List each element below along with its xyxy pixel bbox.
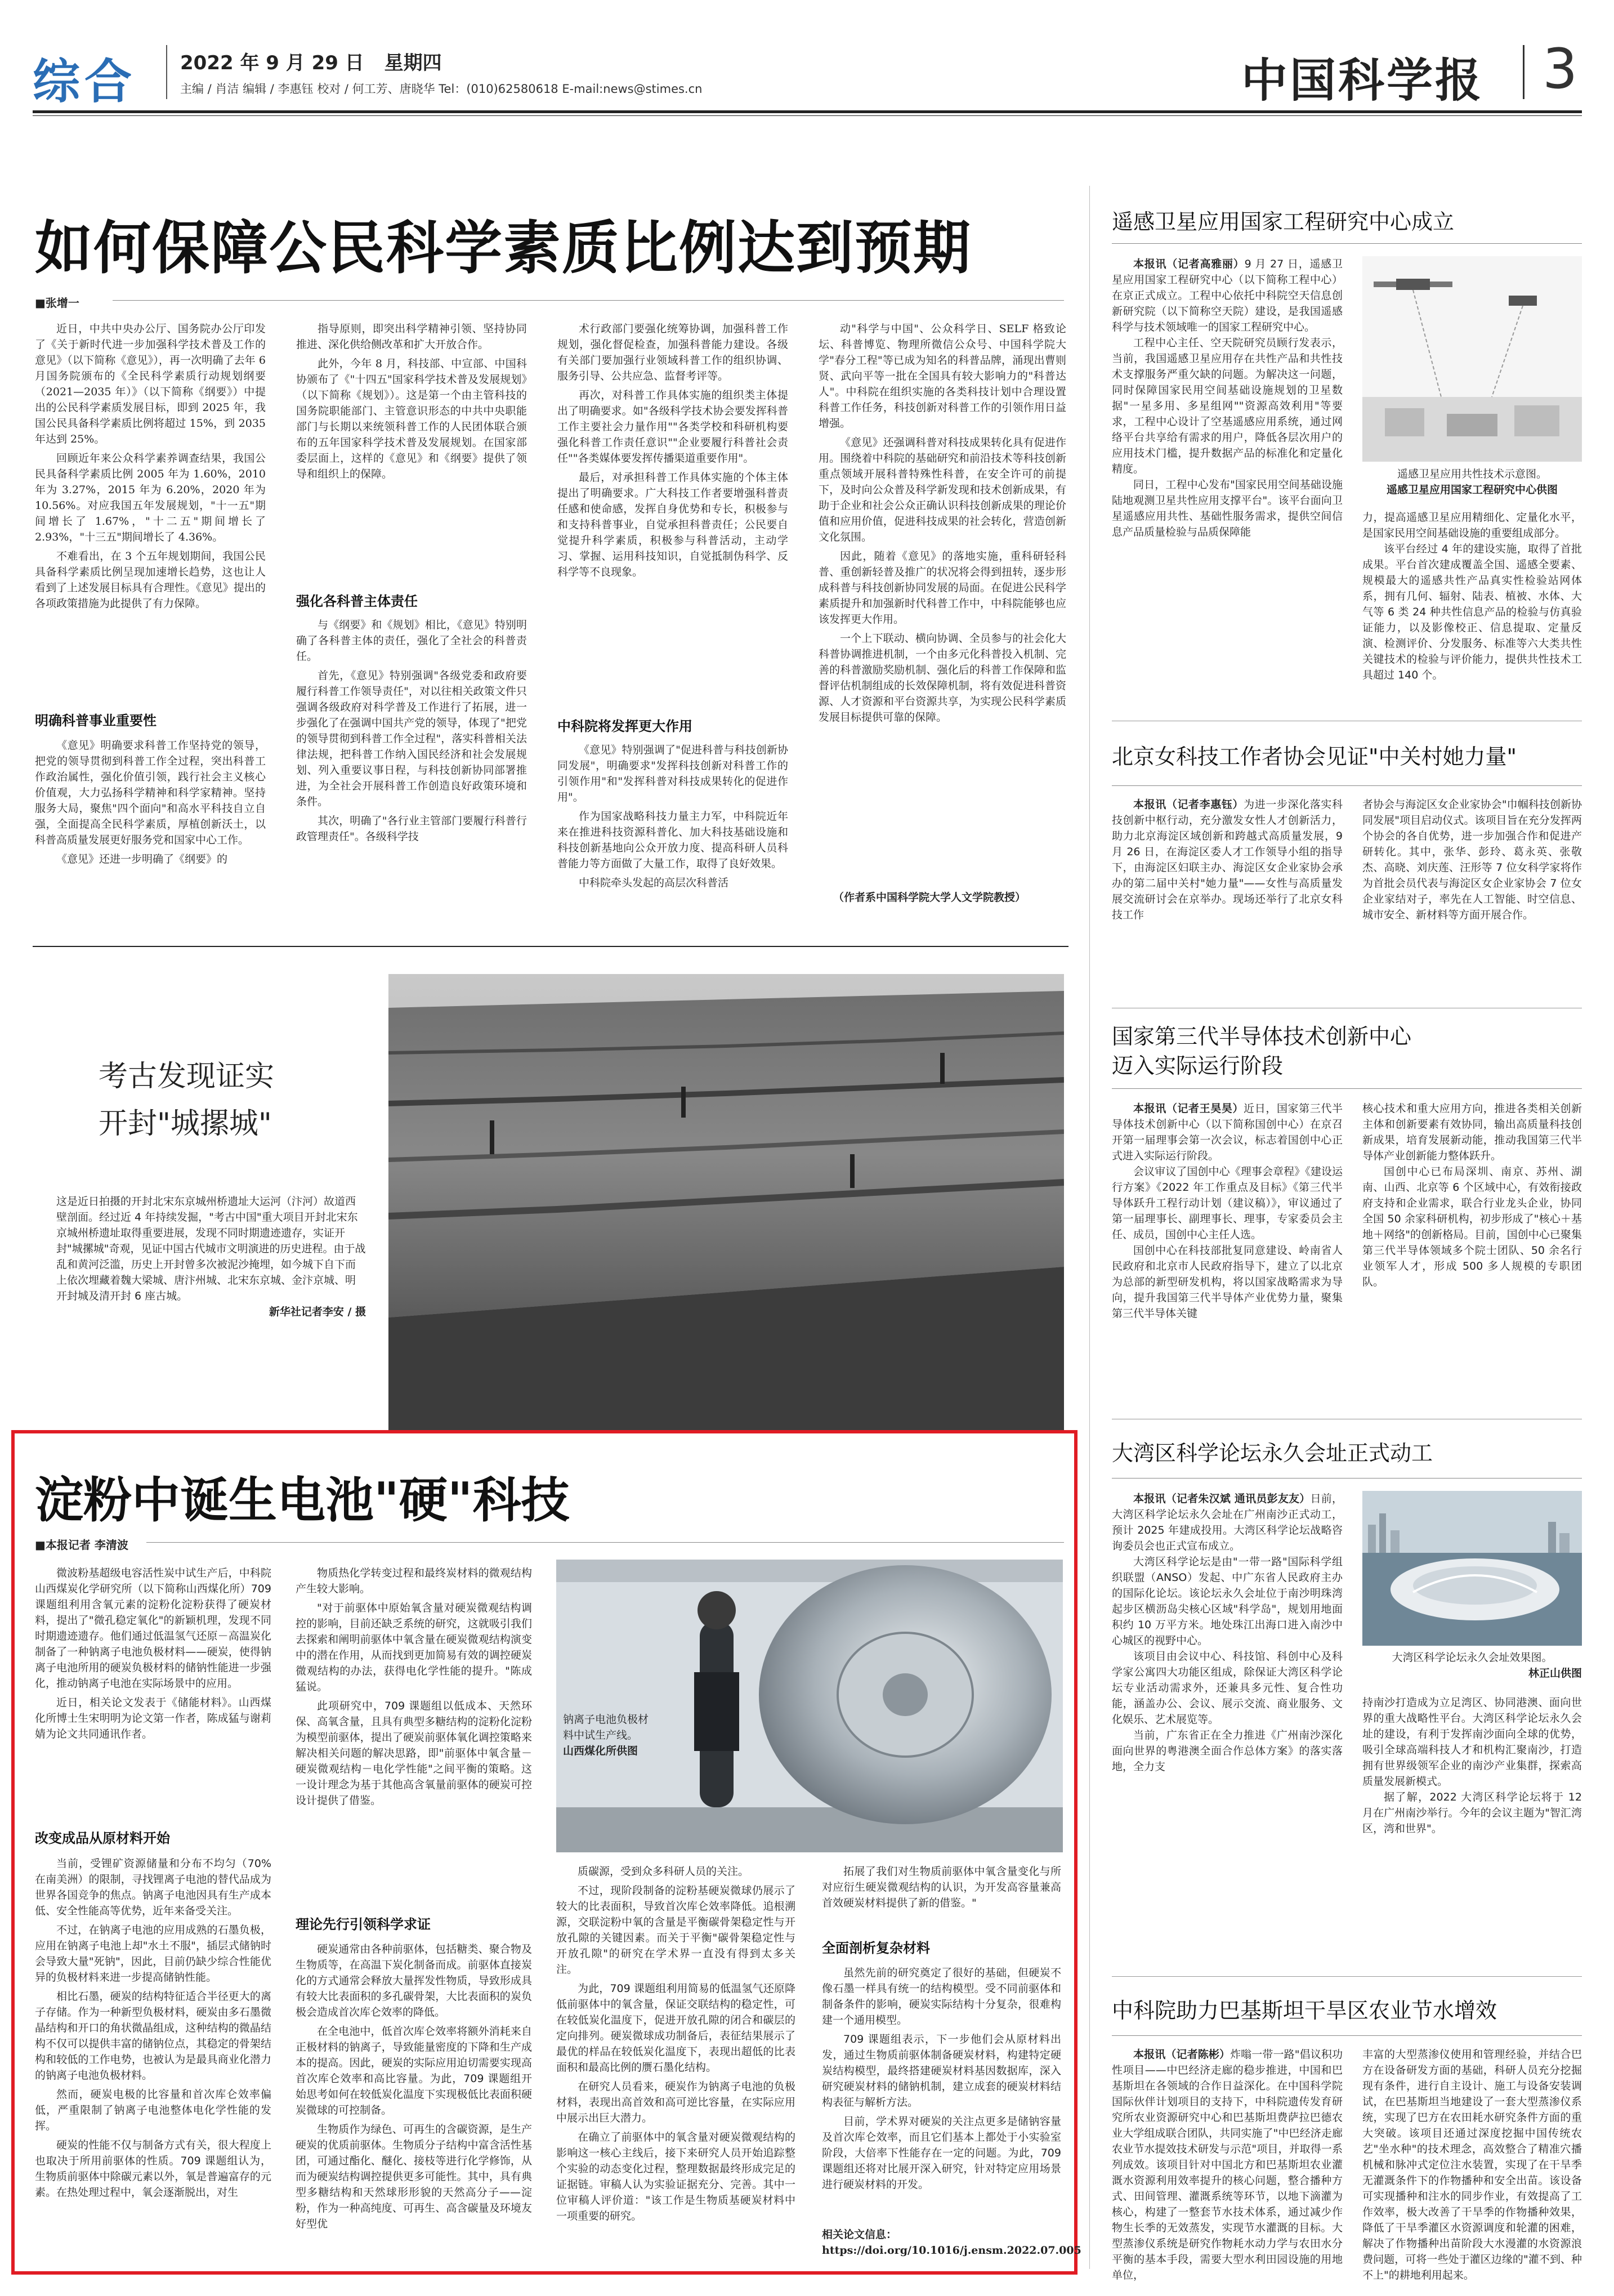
right3-title-line2: 迈入实际运行阶段 <box>1112 1053 1284 1078</box>
paragraph: 大湾区科学论坛是由"一带一路"国际科学组织联盟（ANSO）发起、中广东省人民政府主办的国际化论坛。该论坛永久会址位于南沙明珠湾起步区横沥岛尖核心区域"科学岛"，规划用地面积约 10 万平方米。地处珠江出海口进入南沙中心城区的视野中心。 <box>1112 1556 1343 1647</box>
battery-production-photo <box>556 1560 1063 1852</box>
page-number: 3 <box>1543 37 1578 101</box>
right4-bottom-rule <box>1112 1976 1582 1977</box>
article1-byline: ■张增一 <box>35 296 79 310</box>
paragraph: 在研究人员看来，硬炭作为钠离子电池的负极材料，表现出高首效和高可逆比容量，在实际应用中展示出巨大潜力。 <box>556 2080 795 2124</box>
paragraph: 《意见》特别强调了"促进科普与科技创新协同发展"，明确要求"发挥科技创新对科普工作的引领作用"和"发挥科普对科技成果转化的促进作用"。 <box>557 744 788 803</box>
article2-col2b <box>296 1941 532 2261</box>
issue-weekday: 星期四 <box>384 52 442 74</box>
paragraph: 首先，《意见》特别强调"各级党委和政府要履行科普工作领导责任"，对以往相关政策文件只强调各级政府对科学普及工作进行了拓展，进一步强化了在强调中国共产党的领导，体现了"把党的领导贯彻到科普工作全过程"，落实科普相关法律法规，把科普工作纳入国民经济和社会发展规划、列入重要议事日程，与科技创新协同部署推进，为全社会开展科普工作创造良好政策环境和条件。 <box>296 669 527 808</box>
article1-rule <box>113 300 1064 301</box>
article1-subhead-1: 明确科普事业重要性 <box>35 713 157 729</box>
paragraph: 此外，今年 8 月，科技部、中宣部、中国科协颁布了《"十四五"国家科学技术普及发展规划》（以下简称《规划》）。这是第一个由主管科技的国务院职能部门、主管意识形态的中共中央职能部门与长期以来统领科普工作的人民团体联合颁布的五年国家科学技术普及发展规划。在国家部委层面上，这样的《意见》和《纲要》提供了领导和组织上的保障。 <box>296 358 527 480</box>
paragraph: 在确立了前驱体中的氧含量对硬炭微观结构的影响这一核心主线后，接下来研究人员开始追踪整个实验的动态变化过程，整理数据最终形成完足的证据链。审稿人认为实验证据充分、完善。其中一位审稿人评价道："该工作是生物质基硬炭材料中一项重要的研究。 <box>556 2131 795 2222</box>
paragraph: 质碳源，受到众多科研人员的关注。 <box>578 1865 749 1878</box>
paragraph: 力，提高遥感卫星应用精细化、定量化水平，是国家民用空间基础设施的重要组成部分。 <box>1362 511 1582 539</box>
editor-line: 主编 / 肖洁 编辑 / 李惠钰 校对 / 何工芳、唐晓华 Tel：(010)62580618 E-mail:news@stimes.cn <box>180 82 703 96</box>
satellite-caption <box>1362 466 1582 498</box>
right3-text-0: 近日，国家第三代半导体技术创新中心（以下简称国创中心）在京召开第一届理事会第一次会议，标志着国创中心正式进入实际运行阶段。 <box>1112 1102 1343 1162</box>
right1-text <box>1112 256 1343 715</box>
right5-text <box>1112 2047 1343 2283</box>
article2-subhead-3: 全面剖析复杂材料 <box>822 1940 930 1956</box>
paragraph: 一个上下联动、横向协调、全员参与的社会化大科普协调推进机制，一个由多元化科普投入机制、完善的科普激励奖励机制、强化后的科普工作保障和监督评估机制组成的长效保障机制，将有效促进科普资源、人才资源和平台资源共享，为实现公民科学素质发展目标提供可靠的保障。 <box>819 632 1066 723</box>
article1-author-note: （作者系中国科学院大学人文学院教授） <box>833 891 1026 904</box>
right5-title: 中科院助力巴基斯坦干旱区农业节水增效 <box>1112 1998 1497 2023</box>
paragraph: 然而，硬炭电极的比容量和首次库仑效率偏低，严重限制了钠离子电池整体电化学性能的发挥。 <box>35 2088 271 2132</box>
paragraph: 此项研究中，709 课题组以低成本、天然环保、高氧含量，且具有典型多糖结构的淀粉化淀粉为模型前驱体，提出了硬炭前驱体氧化调控策略来解决相关问题的解决思路，即"前驱体中氧含量－硬炭微观结构－电化学性能"之间平衡的策略。这一设计理念为基于其他高含氧量前驱体的硬炭可控设计提供了借鉴。 <box>296 1700 532 1807</box>
paragraph: 不过，在钠离子电池的应用成熟的石墨负极，应用在钠离子电池上却"水土不服"，插层式储钠时会导致大量"死钠"，因此，目前仍缺少综合性能优异的负极材料来进一步提高储钠性能。 <box>35 1924 271 1984</box>
paragraph: 丰富的大型蒸渗仪使用和管理经验，并结合巴方在设备研发方面的基础，科研人员充分挖掘现有条件，进行自主设计、施工与设备安装调试，在巴基斯坦当地建设了一套大型蒸渗仪系统，实现了巴方在农田耗水研究条件方面的重大突破。该项目还通过深度挖掘中国传统农艺"坐水种"的技术理念，高效整合了精准穴播机械和脉冲式定位注水装置，实现了在干旱季无灌溉条件下的作物播种和安全出苗。该设备可实现播种和注水的同步作业，有效提高了工作效率，极大改善了干旱季的作物播种效果，降低了干旱季灌区水资源调度和轮灌的困难，解决了作物播种出苗阶段大水漫灌的水资源浪费问题，可将一些处于灌区边缘的"灌不到、种不上"的耕地利用起来。 <box>1362 2048 1582 2281</box>
paragraph: 物质热化学转变过程和最终炭材料的微观结构产生较大影响。 <box>296 1567 532 1595</box>
paragraph: 同日，工程中心发布"国家民用空间基础设施陆地观测卫星共性应用支撑平台"。该平台面向卫星遥感应用共性、基础性服务需求，提供空间信息产品质量检验与品质保障能 <box>1112 479 1343 538</box>
paragraph: 中科院牵头发起的高层次科普活 <box>579 877 729 889</box>
paragraph: 不过，现阶段制备的淀粉基硬炭微球仍展示了较大的比表面积，导致首次库仑效率降低。追根溯源，交联淀粉中氧的含量是平衡碳骨架稳定性与开放孔隙的关键因素。而关于平衡"碳骨架稳定性与开放孔隙"的研究在学术界一直没有得到太多关注。 <box>556 1884 795 1976</box>
paragraph: 拓展了我们对生物质前驱体中氧含量变化与所对应衍生硬炭微观结构的认识，为开发高容量兼高首效硬炭材料提供了新的借鉴。" <box>822 1865 1061 1909</box>
paragraph: 者协会与海淀区女企业家协会"巾帼科技创新协同发展"项目启动仪式。该项目旨在充分发挥两个协会的各自优势，进一步加强合作和促进产研转化。其中，张华、彭玲、葛永英、张敬杰、高晓、刘庆莲、汪形等 7 位女科学家将作为首批会员代表与海淀区女企业家协会 7 位女企业家结对子，率先在人工智能、时空信息、城市安全、新材料等方面开展合作。 <box>1362 798 1582 921</box>
satellite-diagram-image <box>1362 256 1582 462</box>
paragraph: 微波粉基超级电容活性炭中试生产后，中科院山西煤炭化学研究所（以下简称山西煤化所）709 课题组利用含氧元素的淀粉化淀粉获得了硬炭材料，提出了"微孔稳定氧化"的新颖机理，发现不同时期遗迹遗存。他们通过低温氢气还原－高温炭化制备了一种钠离子电池负极材料——硬炭，使得钠离子电池所用的硬炭负极材料的储钠性能进一步强化，推动钠离子电池在实际场景中的应用。 <box>35 1567 271 1690</box>
right-column-separator <box>1089 186 1090 2269</box>
right2-text2 <box>1362 797 1582 985</box>
paragraph: 动"科学与中国"、公众科学日、SELF 格致论坛、科普博览、物理所微信公众号、中国科学院大学"春分工程"等已成为知名的科普品牌，涌现出曹则贤、武向平等一批在全国具有较大影响力的"科普达人"。中科院在组织实施的各类科技计划中合理设置科普工作任务，科技创新对科普工作的引领作用日益增强。 <box>819 323 1066 430</box>
logo-divider <box>1523 45 1524 99</box>
paragraph: 回顾近年来公众科学素养调查结果，我国公民具备科学素质比例 2005 年为 1.60%，2010 年为 3.27%，2015 年为 6.20%，2020 年为 10.56%。对应我国五年发展规划，"十一五"期间增长了 1.67%，"十二五"期间增长了 2.93%，"十三五"期间增长了 4.36%。 <box>35 452 266 543</box>
right1-rule <box>1112 243 1582 244</box>
kaifeng-caption-text: 这是近日拍摄的开封北宋东京城州桥遗址大运河（汴河）故道西壁剖面。经过近 4 年持续发掘，"考古中国"重大项目开封北宋东京城州桥遗址取得重要进展，发现不同时期遗迹遗存，实证开封"城摞城"奇观，见证中国古代城市文明演进的历史进程。由于战乱和黄河泛滥，历史上开封曾多次被泥沙掩埋，如今城下自下而上依次埋藏着魏大梁城、唐汴州城、北宋东京城、金汴京城、明开封城及清开封 6 座古城。 <box>56 1195 366 1302</box>
paragraph: 核心技术和重大应用方向，推进各类相关创新主体和创新要素有效协同，输出高质量科技创新成果，培育发展新动能，推动我国第三代半导体产业创新能力整体跃升。 <box>1362 1102 1582 1162</box>
right5-lead: 本报讯（记者陈彬） <box>1133 2048 1231 2061</box>
right5-text-body: 炸嗡一带一路"倡议积功性项目——中巴经济走廊的稳步推进，中国和巴基斯坦在各领域的合作日益深化。在中国科学院国际伙伴计划项目的支持下，中科院遗传发育研究所农业资源研究中心和巴基斯坦费萨拉巴德农业大学组成联合团队，共同实施了"中巴经济走廊农业节水提效技术研发与示范"项目，并取得一系列成效。该项目针对中国北方和巴基斯坦农业灌溉水资源利用效率提升的核心问题，整合播种方式、田间管理、灌溉系统等环节，以地下滴灌为核心，构建了一整套节水技术体系，通过减少作物生长季的无效蒸发，实现节水灌溉的目标。大型蒸渗仪系统是研究作物耗水动力学与农田水分平衡的基本手段，需要大型水利田园设施的用地单位， <box>1112 2048 1343 2281</box>
right2-title: 北京女科技工作者协会见证"中关村她力量" <box>1112 744 1517 769</box>
satellite-caption-text: 遥感卫星应用共性技术示意图。 <box>1397 468 1547 480</box>
kaifeng-title-line1: 考古发现证实 <box>99 1060 275 1093</box>
paragraph: 国创中心已布局深圳、南京、苏州、湖南、山西、北京等 6 个区域中心，有效衔接政府支持和企业需求，联合行业龙头企业，协同全国 50 余家科研机构，初步形成了"核心＋基地＋网络"的创新格局。目前，国创中心已聚集第三代半导体领域多个院士团队、50 余名行业领军人才，形成 500 多人规模的专职团队。 <box>1362 1165 1582 1288</box>
article1-col2 <box>296 321 527 586</box>
paragraph: 相比石墨，硬炭的结构特征适合半径更大的离子存储。作为一种新型负极材料，硬炭由多石墨微晶结构和开口的角状微晶组成，这种结构的微晶结构不仅可以提供丰富的储钠位点，其稳定的骨架结构和较低的工作电势，也被认为是最具商业化潜力的钠离子电池负极材料。 <box>35 1990 271 2081</box>
masthead-rule-thin <box>33 115 1582 116</box>
kaifeng-excavation-photo <box>388 974 1064 1430</box>
article2-col3 <box>556 1864 795 2261</box>
battery-photo-image <box>556 1560 1063 1852</box>
paragraph: 再次，对科普工作具体实施的组织类主体提出了明确要求。如"各级科学技术协会要发挥科普工作主要社会力量作用""各类学校和科研机构要强化科普工作责任意识""企业要履行科普社会责任""各类媒体要发挥传播渠道重要作用"。 <box>557 389 788 464</box>
right5-rule <box>1112 2035 1582 2036</box>
kaifeng-title-line2: 开封"城摞城" <box>99 1107 272 1141</box>
article2-title: 淀粉中诞生电池"硬"科技 <box>35 1472 570 1529</box>
paragraph: 国创中心在科技部批复同意建设、岭南省人民政府和北京市人民政府指导下，建立了以北京为总部的新型研发机构，将以国家战略需求为导向，提升我国第三代半导体产业优势力量，聚集第三代半导体关键 <box>1112 1244 1343 1320</box>
kaifeng-photo-image <box>388 974 1064 1430</box>
battery-caption <box>563 1712 659 1759</box>
paragraph: 当前，广东省正在全力推进《广州南沙深化面向世界的粤港澳全面合作总体方案》的落实落地，全力支 <box>1112 1729 1343 1773</box>
article2-col2 <box>296 1565 532 1903</box>
paragraph <box>1112 797 1343 923</box>
issue-date: 2022 年 9 月 29 日 <box>180 52 364 74</box>
article2-subhead-1: 改变成品从原材料开始 <box>35 1830 170 1846</box>
paragraph <box>1112 1101 1343 1164</box>
satellite-diagram-photo <box>1362 256 1582 462</box>
right3-lead: 本报讯（记者王昊昊） <box>1133 1102 1244 1115</box>
article1-col3b <box>557 742 788 918</box>
paragraph: "对于前驱体中原始氧含量对硬炭微观结构调控的影响，目前还缺乏系统的研究，这就吸引我们去探索和阐明前驱体中氧含量在硬炭微观结构演变中的潜在作用，从而找到更加简易有效的调控硬炭微观结构的办法，获得电化学性能的提升。"陈成猛说。 <box>296 1602 532 1693</box>
paragraph: 会议审议了国创中心《理事会章程》《建设运行方案》《2022 年工作重点及目标》《第三代半导体跃升工程行动计划（建议稿）》，审议通过了第一届理事长、副理事长、理事，专家委员会主任、成员，国创中心主任人选。 <box>1112 1165 1343 1241</box>
right3-rule <box>1112 1088 1582 1089</box>
right5-text2 <box>1362 2047 1582 2283</box>
forum-venue-photo <box>1362 1491 1582 1646</box>
forum-caption-text: 大湾区科学论坛永久会址效果图。 <box>1392 1651 1553 1664</box>
paragraph <box>1112 1491 1343 1554</box>
paragraph: 709 课题组表示，下一步他们会从原材料出发，通过生物质前驱体制备硬炭材料，构建特定硬炭结构模型，最终搭建硬炭材料基因数据库，深入研究硬炭材料的储钠机制，建立成套的硬炭材料结构表征与解析方法。 <box>822 2033 1061 2109</box>
issue-date-row <box>180 47 442 75</box>
paragraph: 作为国家战略科技力量主力军，中科院近年来在推进科技资源科普化、加大科技基础设施和科技创新基地向公众开放力度、提高科研人员科普能力等方面做了大量工作，取得了良好效果。 <box>557 810 788 870</box>
kaifeng-title <box>99 1053 274 1147</box>
paragraph: 指导原则，即突出科学精神引领、坚持协同推进、深化供给侧改革和扩大开放合作。 <box>296 323 527 351</box>
article2-rule <box>146 1542 1064 1543</box>
article2-subhead-2: 理论先行引领科学求证 <box>296 1917 431 1932</box>
right2-rule <box>1112 785 1582 786</box>
forum-venue-image <box>1362 1491 1582 1646</box>
paragraph: 与《纲要》和《规划》相比，《意见》特别明确了各科普主体的责任，强化了全社会的科普责任。 <box>296 619 527 663</box>
masthead-rule <box>33 110 1582 113</box>
paragraph: 硬炭的性能不仅与制备方式有关，很大程度上也取决于所用前驱体的性质。709 课题组认为，生物质前驱体中除碳元素以外，氧是普遍富存的元素。在热处理过程中，氧会逐渐脱出，对生 <box>35 2139 271 2199</box>
article1-bottom-rule <box>33 946 1068 947</box>
right2-text <box>1112 797 1343 985</box>
paragraph: 为此，709 课题组利用简易的低温氢气还原降低前驱体中的氧含量，保证交联结构的稳定性，可在较低炭化温度下，促进开放孔隙的闭合和碳层的定向排列。硬炭微球成功制备后，表征结果展示了最优的样品在较低炭化温度下，表现出超低的比表面积和最高比例的赝石墨化结构。 <box>556 1982 795 2074</box>
article1-col3 <box>557 321 788 698</box>
article1-title: 如何保障公民科学素质比例达到预期 <box>35 215 972 282</box>
right3-title <box>1112 1022 1411 1080</box>
right2-text-body: 为进一步深化落实科技创新中枢行动，充分激发女性人才创新活力，助力北京海淀区域创新和跨越式高质量发展，9 月 26 日，在海淀区委人才工作领导小组的指导下，由海淀区妇联主办、海淀区女企业家协会承办的第二届中关村"她力量"——女性与高质量发展交流研讨会在京举办。现场还举行了北京女科技工作 <box>1112 798 1343 921</box>
right3-text <box>1112 1101 1343 1413</box>
right4-text-0: 日前，大湾区科学论坛永久会址在广州南沙正式动工，预计 2025 年建成投用。大湾区科学论坛战略咨询委员会也正式宣布成立。 <box>1112 1493 1343 1552</box>
right1-text2 <box>1362 510 1582 715</box>
article2-byline: ■本报记者 李清波 <box>35 1538 128 1552</box>
paragraph: 最后，对承担科普工作具体实施的个体主体提出了明确要求。广大科技工作者要增强科普责任感和使命感，发挥自身优势和专长，积极参与和支持科普事业，自觉承担科普责任；公民要自觉提升科学素质，积极参与科普活动，主动学习、掌握、运用科技知识，自觉抵制伪科学、反科学等不良现象。 <box>557 471 788 578</box>
paragraph: 《意见》还强调科普对科技成果转化具有促进作用。围绕着中科院的基础研究和前沿技术等科技创新重点领域开展科普特殊性科普，在安全许可的前提下，及时向公众普及科学新发现和技术创新成果，有助于企业和社会公众正确认识科技创新成果的理论价值和应用价值，促进科技成果的社会转化，营造创新文化氛围。 <box>819 436 1066 543</box>
forum-caption <box>1362 1650 1582 1681</box>
article2-col1 <box>35 1565 271 1816</box>
forum-credit: 林正山供图 <box>1528 1667 1582 1679</box>
paragraph: 持南沙打造成为立足湾区、协同港澳、面向世界的重大战略性平台。大湾区科学论坛永久会址的建设，有利于发挥南沙面向全球的优势，吸引全球高端科技人才和机构汇聚南沙，打造拥有世界级领军企业的南沙产业集群，探索高质量发展新模式。 <box>1362 1696 1582 1788</box>
paragraph: 硬炭通常由各种前驱体，包括糖类、聚合物及生物质等，在高温下炭化制备而成。前驱体直接炭化的方式通常会释放大量挥发性物质，导致形成具有较大比表面积的多孔碳骨架，大比表面积的炭负极会造成首次库仑效率的降低。 <box>296 1943 532 2018</box>
article2-col4b <box>822 1965 1061 2224</box>
paragraph: 《意见》明确要求科普工作坚持党的领导，把党的领导贯彻到科普工作全过程，突出科普工作政治属性，强化价值引领，践行社会主义核心价值观，大力弘扬科学精神和科学家精神。坚持服务大局，聚焦"四个面向"和高水平科技自立自强，全面提高全民科学素质，厚植创新沃土，以科普高质量发展更好服务党和国家中心工作。 <box>35 739 266 846</box>
satellite-credit: 遥感卫星应用国家工程研究中心供图 <box>1386 484 1558 496</box>
right3-title-line1: 国家第三代半导体技术创新中心 <box>1112 1024 1412 1049</box>
section-name: 综合 <box>33 54 137 109</box>
kaifeng-credit: 新华社记者李安 / 摄 <box>269 1306 366 1318</box>
paragraph: 虽然先前的研究奠定了很好的基础，但硬炭不像石墨一样具有统一的结构模型。受不同前驱体和制备条件的影响，硬炭实际结构十分复杂，很难构建一个通用模型。 <box>822 1967 1061 2026</box>
right1-lead: 本报讯（记者高雅丽） <box>1133 258 1245 270</box>
paragraph: 该项目由会议中心、科技馆、科创中心及科学家公寓四大功能区组成，除保证大湾区科学论坛专业活动需求外，还兼具多元性、复合性功能，涵盖办公、会议、展示交流、商业服务、文化娱乐、艺术展览等。 <box>1112 1650 1343 1726</box>
paragraph: 《意见》还进一步明确了《纲要》的 <box>56 853 228 865</box>
paragraph <box>1112 2047 1343 2283</box>
paragraph: 其次，明确了"各行业主管部门要履行科普行政管理责任"。各级科学技 <box>296 815 527 843</box>
right4-text2 <box>1362 1695 1582 1965</box>
right4-title: 大湾区科学论坛永久会址正式动工 <box>1112 1441 1433 1466</box>
paragraph: 据了解，2022 大湾区科学论坛将于 12 月在广州南沙举行。今年的会议主题为"智汇湾区，湾和世界"。 <box>1362 1791 1582 1835</box>
right4-lead: 本报讯（记者朱汉斌 通讯员彭友友） <box>1133 1493 1311 1505</box>
paper-logo: 中国科学报 <box>1241 53 1484 108</box>
battery-caption-text: 钠离子电池负极材料中试生产线。 <box>563 1713 649 1741</box>
paragraph: 工程中心主任、空天院研究员顾行发表示，当前，我国遥感卫星应用存在共性产品和共性技术支撑服务严重欠缺的问题。为解决这一问题，同时保障国家民用空间基础设施规划的卫星数据"一星多用、多星组网""资源高效利用"等要求，工程中心设计了空基遥感应用系统，通过网络平台共享给有需求的用户，降低各层次用户的应用技术门槛，提升数据产品的标准化和定量化精度。 <box>1112 337 1343 475</box>
article2-col4 <box>822 1864 1061 1926</box>
article1-subhead-3: 中科院将发挥更大作用 <box>557 718 692 734</box>
paragraph: 该平台经过 4 年的建设实施，取得了首批成果。平台首次建成覆盖全国、遥感全要素、规模最大的遥感共性产品真实性检验站网体系，拥有几何、辐射、陆表、植被、水体、大气等 6 类 24 种共性信息产品的检验与仿真验证能力，以及影像校正、信息提取、定量反演、检测评价、分发服务、标准等六大类共性关键技术的检验与评价能力，提供共性技术工具超过 140 个。 <box>1362 543 1582 681</box>
right1-text-0: 9 月 27 日，遥感卫星应用国家工程研究中心（以下简称工程中心）在京正式成立。工程中心依托中科院空天信息创新研究院（以下简称空天院）建设，是我国遥感科学与技术领域唯一的国家工程研究中心。 <box>1112 258 1343 333</box>
right4-text <box>1112 1491 1343 1964</box>
masthead-divider <box>166 45 167 99</box>
paragraph: 在全电池中，低首次库仑效率将额外消耗来自正极材料的钠离子，导致能量密度的下降和生产成本的提高。因此，硬炭的实际应用迫切需要实现高首次库仑效率和高比容量。为此，709 课题组开始思考如何在较低炭化温度下实现极低比表面积硬炭微球的可控制备。 <box>296 2025 532 2116</box>
paragraph: 生物质作为绿色、可再生的含碳资源，是生产硬炭的优质前驱体。生物质分子结构中富含活性基团，可通过酯化、醚化、接枝等进行化学修饰，从而为硬炭结构调控提供更多可能性。其中，具有典型多糖结构和天然球形形貌的天然高分子——淀粉，作为一种高纯度、可再生、高含碳量及环境友好型优 <box>296 2123 532 2230</box>
right1-title: 遥感卫星应用国家工程研究中心成立 <box>1112 209 1455 234</box>
battery-credit: 山西煤化所供图 <box>563 1745 638 1757</box>
paragraph: 术行政部门要强化统筹协调，加强科普工作规划，强化督促检查，加强科普能力建设。各级有关部门要加强行业领域科普工作的组织协调、服务引导、公共应急、监督考评等。 <box>557 323 788 382</box>
right2-lead: 本报讯（记者李惠钰） <box>1133 798 1244 811</box>
article2-col1b <box>35 1856 271 2261</box>
paragraph: 目前，学术界对硬炭的关注点更多是储钠容量及首次库仑效率，而且它们基本上都处于小实验室阶段，大倍率下性能存在一定的问题。为此，709 课题组还将对比展开深入研究，针对特定应用场景进行硬炭材料的开发。 <box>822 2115 1061 2191</box>
paragraph: 近日，相关论文发表于《储能材料》。山西煤化所博士生宋明明为论文第一作者，陈成猛与谢莉婧为论文共同通讯作者。 <box>35 1696 271 1740</box>
paragraph: 近日，中共中央办公厅、国务院办公厅印发了《关于新时代进一步加强科学技术普及工作的意见》（以下简称《意见》），再一次明确了去年 6 月国务院颁布的《全民科学素质行动规划纲要（2021—2035 年）》（以下简称《纲要》）中提出的公民科学素质发展目标，即到 2025 年，我国公民具备科学素质比例将超过 15%，到 2035 年达到 25%。 <box>35 323 266 445</box>
paragraph <box>1112 256 1343 335</box>
article1-col2b <box>296 617 527 918</box>
right3-text2 <box>1362 1101 1582 1413</box>
paragraph: 当前，受锂矿资源储量和分布不均匀（70%在南美洲）的限制，寻找锂离子电池的替代品成为世界各国竞争的焦点。钠离子电池因具有生产成本低、安全性能高等优势，近年来备受关注。 <box>35 1857 271 1917</box>
article1-col1b <box>35 738 266 918</box>
article2-reference: 相关论文信息：https://doi.org/10.1016/j.ensm.2022.07.005 <box>822 2228 1081 2257</box>
paragraph: 因此，随着《意见》的落地实施，重科研轻科普、重创新轻普及推广的状况将会得到扭转，逐步形成科普与科技创新协同发展的局面。在促进公民科学素质提升和加强新时代科普工作中，中科院能够也应该发挥更大作用。 <box>819 550 1066 626</box>
article1-col1 <box>35 321 266 740</box>
article1-subhead-2: 强化各科普主体责任 <box>296 593 418 609</box>
article1-col4 <box>819 321 1066 884</box>
kaifeng-caption <box>56 1194 366 1320</box>
paragraph: 不难看出，在 3 个五年规划期间，我国公民具备科学素质比例呈现加速增长趋势，这也让人看到了上述发展目标具有合理性。《意见》提出的各项政策措施为此提供了有力保障。 <box>35 550 266 610</box>
